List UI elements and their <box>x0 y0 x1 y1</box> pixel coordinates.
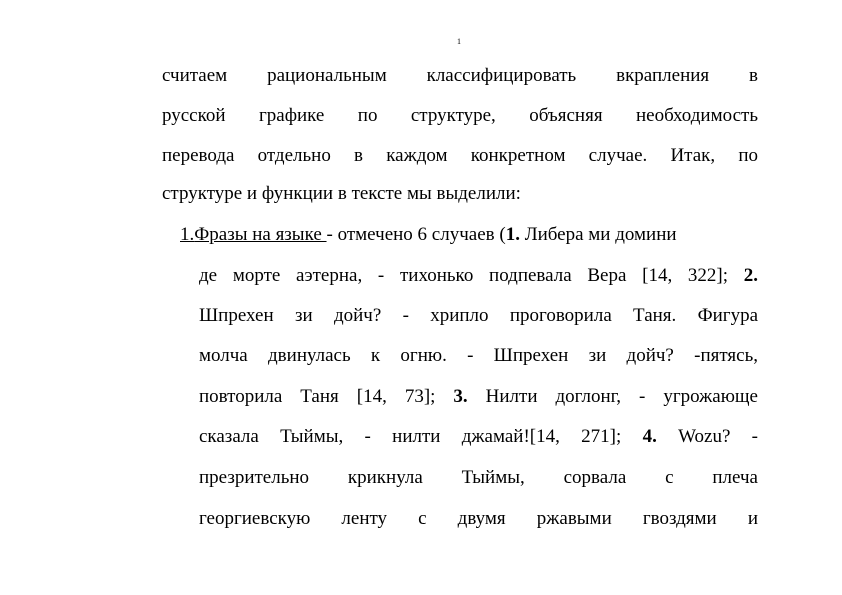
list-item-line <box>180 223 758 247</box>
list-marker: 1. <box>180 224 195 245</box>
example-text: сказала Тыймы, - нилти джамай![14, 271]; <box>199 426 643 447</box>
example-text: Либера ми домини <box>519 224 677 245</box>
list-term: Фразы на языке <box>194 224 327 245</box>
list-item-line: презрительно крикнула Тыймы, сорвала с плеча <box>199 467 758 488</box>
example-text: Wozu? - <box>656 426 758 447</box>
paragraph-line: русской графике по структуре, объясняя необходимость <box>162 105 758 126</box>
page-number: 1 <box>457 37 461 46</box>
list-item-line: георгиевскую ленту с двумя ржавыми гвоздями и <box>199 508 758 529</box>
paragraph-line: структуре и функции в тексте мы выделили: <box>162 183 521 204</box>
example-number: 1. <box>505 224 520 245</box>
list-item-line: молча двинулась к огню. - Шпрехен зи дойч? -пятясь, <box>199 345 758 366</box>
list-item-line: Шпрехен зи дойч? - хрипло проговорила Таня. Фигура <box>199 305 758 326</box>
example-number: 3. <box>453 386 468 407</box>
example-text: повторила Таня [14, 73]; <box>199 386 454 407</box>
example-text: Нилти доглонг, - угрожающе <box>467 386 758 407</box>
list-lead-text: - отмечено 6 случаев ( <box>326 224 506 245</box>
list-item-line <box>199 385 758 409</box>
list-item-line <box>199 264 758 288</box>
example-number: 4. <box>642 426 657 447</box>
paragraph-line: считаем рациональным классифицировать вкрапления в <box>162 65 758 86</box>
example-text: де морте аэтерна, - тихонько подпевала Вера [14, 322]; <box>199 265 744 286</box>
example-number: 2. <box>743 265 758 286</box>
list-item-line <box>199 425 758 449</box>
paragraph-line: перевода отдельно в каждом конкретном случае. Итак, по <box>162 145 758 166</box>
